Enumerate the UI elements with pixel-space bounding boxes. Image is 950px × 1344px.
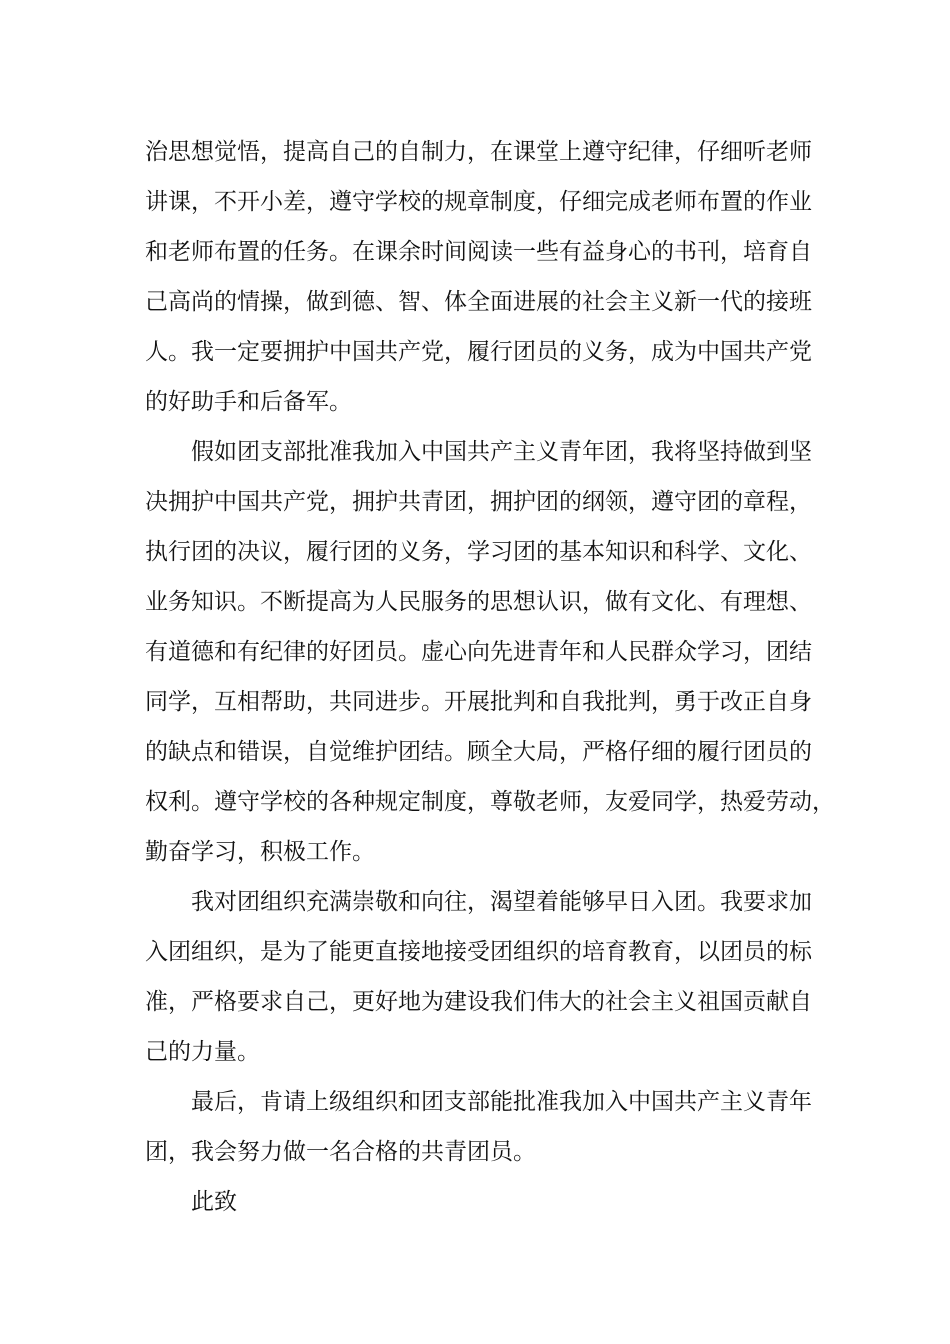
- text-line: 讲课，不开小差，遵守学校的规章制度，仔细完成老师布置的作业: [145, 189, 812, 215]
- text-line: 的好助手和后备军。: [145, 389, 352, 415]
- text-line: 同学，互相帮助，共同进步。开展批判和自我批判，勇于改正自身: [145, 689, 812, 715]
- document-body: [145, 127, 845, 1227]
- closing-salutation: 此致: [191, 1189, 237, 1215]
- text-line: 团，我会努力做一名合格的共青团员。: [145, 1139, 536, 1165]
- text-line: 业务知识。不断提高为人民服务的思想认识，做有文化、有理想、: [145, 589, 812, 615]
- text-line: 权利。遵守学校的各种规定制度，尊敬老师，友爱同学，热爱劳动，: [145, 789, 835, 815]
- text-line: 己的力量。: [145, 1039, 260, 1065]
- text-line: 执行团的决议，履行团的义务，学习团的基本知识和科学、文化、: [145, 539, 812, 565]
- paragraph-start-line: 最后，肯请上级组织和团支部能批准我加入中国共产主义青年: [191, 1089, 812, 1115]
- text-line: 决拥护中国共产党，拥护共青团，拥护团的纲领，遵守团的章程，: [145, 489, 812, 515]
- text-line: 入团组织，是为了能更直接地接受团组织的培育教育，以团员的标: [145, 939, 812, 965]
- text-line: 治思想觉悟，提高自己的自制力，在课堂上遵守纪律，仔细听老师: [145, 139, 812, 165]
- text-line: 的缺点和错误，自觉维护团结。顾全大局，严格仔细的履行团员的: [145, 739, 812, 765]
- paragraph-start-line: 假如团支部批准我加入中国共产主义青年团，我将坚持做到坚: [191, 439, 812, 465]
- text-line: 人。我一定要拥护中国共产党，履行团员的义务，成为中国共产党: [145, 339, 812, 365]
- text-line: 有道德和有纪律的好团员。虚心向先进青年和人民群众学习，团结: [145, 639, 812, 665]
- paragraph-start-line: 我对团组织充满崇敬和向往，渴望着能够早日入团。我要求加: [191, 889, 812, 915]
- text-line: 准，严格要求自己，更好地为建设我们伟大的社会主义祖国贡献自: [145, 989, 812, 1015]
- text-line: 和老师布置的任务。在课余时间阅读一些有益身心的书刊，培育自: [145, 239, 812, 265]
- text-line: 勤奋学习，积极工作。: [145, 839, 375, 865]
- text-line: 己高尚的情操，做到德、智、体全面进展的社会主义新一代的接班: [145, 289, 812, 315]
